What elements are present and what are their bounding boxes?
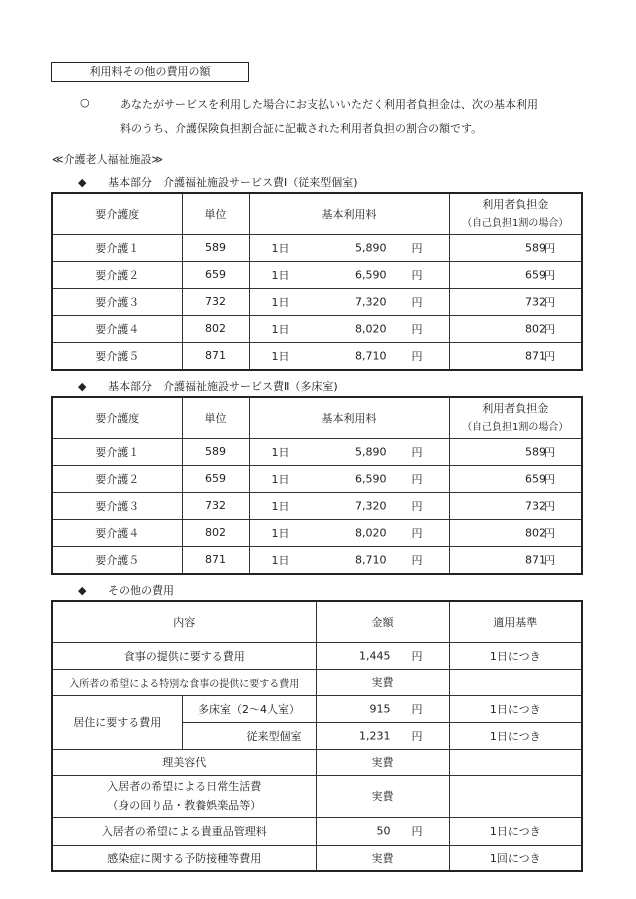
daily-content-line2: （身の回り品・教養娯楽品等） xyxy=(107,799,262,812)
table-row xyxy=(52,261,582,288)
facility-heading: ≪介護老人福祉施設≫ xyxy=(52,153,164,166)
row-user-yen: 円 xyxy=(544,322,555,336)
row-user: 802 xyxy=(525,526,546,539)
row-user: 589 xyxy=(525,241,546,254)
residence-private-amount-cell xyxy=(316,722,449,749)
beauty-content: 理美容代 xyxy=(52,749,316,775)
residence-content: 居住に要する費用 xyxy=(52,695,182,749)
table-row xyxy=(52,749,582,775)
row-fee-yen: 円 xyxy=(411,322,423,336)
row-day: 1日 xyxy=(271,472,290,486)
header-basic-fee: 基本利用料 xyxy=(249,193,449,234)
residence-private-amount: 1,231 xyxy=(359,729,391,742)
residence-private-label: 従来型個室 xyxy=(182,722,316,749)
diamond-bullet-icon: ◆ xyxy=(78,584,87,597)
row-unit: 589 xyxy=(182,234,249,261)
header-level: 要介護度 xyxy=(52,193,182,234)
row-user-cell xyxy=(449,492,582,519)
diamond-bullet-icon: ◆ xyxy=(78,380,87,393)
row-user-cell xyxy=(449,261,582,288)
row-fee-yen: 円 xyxy=(411,445,423,459)
row-level: 要介護４ xyxy=(52,315,182,342)
residence-multi-amount-cell xyxy=(316,695,449,722)
row-day: 1日 xyxy=(271,268,290,282)
row-user-cell xyxy=(449,546,582,574)
meal-yen: 円 xyxy=(411,649,423,663)
row-fee-cell xyxy=(249,492,449,519)
daily-amount: 実費 xyxy=(316,775,449,817)
row-unit: 732 xyxy=(182,492,249,519)
valuables-content: 入居者の希望による貴重品管理料 xyxy=(52,817,316,845)
row-fee: 8,020 xyxy=(355,526,387,539)
table-row xyxy=(52,642,582,669)
diamond-bullet-icon: ◆ xyxy=(78,176,87,189)
row-fee: 6,590 xyxy=(355,268,387,281)
residence-multi-yen: 円 xyxy=(411,702,423,716)
header-basis: 適用基準 xyxy=(449,601,582,642)
row-fee-cell xyxy=(249,234,449,261)
row-fee: 7,320 xyxy=(355,499,387,512)
row-fee: 8,020 xyxy=(355,322,387,335)
row-user-yen: 円 xyxy=(544,499,555,513)
table-row xyxy=(52,695,582,722)
row-user: 802 xyxy=(525,322,546,335)
row-fee-cell xyxy=(249,315,449,342)
row-fee-yen: 円 xyxy=(411,241,423,255)
header-unit: 単位 xyxy=(182,397,249,438)
meal-content: 食事の提供に要する費用 xyxy=(52,642,316,669)
beauty-amount: 実費 xyxy=(316,749,449,775)
header-user-fee xyxy=(449,193,582,234)
residence-multi-label: 多床室（2～4人室） xyxy=(182,695,316,722)
valuables-amount-cell xyxy=(316,817,449,845)
row-fee-cell xyxy=(249,288,449,315)
row-level: 要介護３ xyxy=(52,288,182,315)
table-row xyxy=(52,492,582,519)
row-day: 1日 xyxy=(271,553,290,567)
row-user-yen: 円 xyxy=(544,268,555,282)
header-content: 内容 xyxy=(52,601,316,642)
row-level: 要介護１ xyxy=(52,234,182,261)
meal-basis: 1日につき xyxy=(449,642,582,669)
table-row xyxy=(52,519,582,546)
row-user-cell xyxy=(449,438,582,465)
row-user: 732 xyxy=(525,295,546,308)
special-meal-content: 入所者の希望による特別な食事の提供に要する費用 xyxy=(52,669,316,695)
intro-text xyxy=(120,93,580,141)
row-user-cell xyxy=(449,465,582,492)
valuables-amount: 50 xyxy=(376,824,391,838)
table-header-row xyxy=(52,601,582,642)
meal-amount-cell xyxy=(316,642,449,669)
row-fee: 8,710 xyxy=(355,553,387,566)
table-row xyxy=(52,315,582,342)
row-user-cell xyxy=(449,342,582,370)
intro-line-1: あなたがサービスを利用した場合にお支払いいただく利用者負担金は、次の基本利用 xyxy=(120,98,538,111)
meal-amount: 1,445 xyxy=(359,649,391,662)
basic-fee-table-1 xyxy=(51,192,583,371)
daily-content xyxy=(52,775,316,817)
header-basic-fee: 基本利用料 xyxy=(249,397,449,438)
section-2-label: 基本部分 介護福祉施設サービス費Ⅱ（多床室) xyxy=(108,380,338,393)
row-fee: 6,590 xyxy=(355,472,387,485)
residence-multi-amount: 915 xyxy=(369,702,391,715)
special-meal-amount: 実費 xyxy=(316,669,449,695)
table-row xyxy=(52,438,582,465)
row-day: 1日 xyxy=(271,445,290,459)
row-day: 1日 xyxy=(271,499,290,513)
row-fee: 5,890 xyxy=(355,241,387,254)
row-level: 要介護５ xyxy=(52,342,182,370)
header-user-fee-line2: （自己負担1割の場合） xyxy=(462,217,569,229)
header-unit: 単位 xyxy=(182,193,249,234)
circle-bullet-icon: ○ xyxy=(80,96,90,109)
row-fee-yen: 円 xyxy=(411,349,423,363)
row-level: 要介護２ xyxy=(52,465,182,492)
table-row xyxy=(52,775,582,817)
row-day: 1日 xyxy=(271,241,290,255)
row-fee-cell xyxy=(249,438,449,465)
row-unit: 732 xyxy=(182,288,249,315)
section-3-heading xyxy=(78,582,174,598)
row-level: 要介護１ xyxy=(52,438,182,465)
row-day: 1日 xyxy=(271,349,290,363)
table-header-row xyxy=(52,397,582,438)
vaccine-content: 感染症に関する予防接種等費用 xyxy=(52,845,316,871)
header-amount: 金額 xyxy=(316,601,449,642)
row-user-yen: 円 xyxy=(544,241,555,255)
table-row xyxy=(52,669,582,695)
row-fee-cell xyxy=(249,342,449,370)
row-unit: 659 xyxy=(182,465,249,492)
section-3-label: その他の費用 xyxy=(108,584,174,597)
row-user: 659 xyxy=(525,268,546,281)
row-user-yen: 円 xyxy=(544,349,555,363)
row-unit: 871 xyxy=(182,546,249,574)
row-level: 要介護２ xyxy=(52,261,182,288)
row-fee-cell xyxy=(249,546,449,574)
row-day: 1日 xyxy=(271,322,290,336)
row-user: 871 xyxy=(525,553,546,566)
row-level: 要介護５ xyxy=(52,546,182,574)
row-fee: 7,320 xyxy=(355,295,387,308)
table-row xyxy=(52,342,582,370)
residence-multi-basis: 1日につき xyxy=(449,695,582,722)
valuables-yen: 円 xyxy=(411,825,423,838)
row-user-yen: 円 xyxy=(544,472,555,486)
daily-content-line1: 入居者の希望による日常生活費 xyxy=(107,780,262,793)
row-day: 1日 xyxy=(271,526,290,540)
row-level: 要介護４ xyxy=(52,519,182,546)
row-fee-cell xyxy=(249,261,449,288)
other-costs-table xyxy=(51,600,583,872)
residence-private-basis: 1日につき xyxy=(449,722,582,749)
row-user-cell xyxy=(449,519,582,546)
row-user-yen: 円 xyxy=(544,553,555,567)
section-title: 利用料その他の費用の額 xyxy=(51,62,249,82)
row-user-cell xyxy=(449,234,582,261)
row-day: 1日 xyxy=(271,295,290,309)
table-row xyxy=(52,288,582,315)
row-user-yen: 円 xyxy=(544,445,555,459)
row-fee-yen: 円 xyxy=(411,268,423,282)
section-1-heading xyxy=(78,174,358,190)
row-unit: 802 xyxy=(182,519,249,546)
intro-line-2: 料のうち、介護保険負担割合証に記載された利用者負担の割合の額です。 xyxy=(120,122,483,135)
row-user-yen: 円 xyxy=(544,295,555,309)
table-row xyxy=(52,546,582,574)
row-fee-yen: 円 xyxy=(411,295,423,309)
row-fee: 5,890 xyxy=(355,445,387,458)
row-user: 589 xyxy=(525,445,546,458)
row-fee-cell xyxy=(249,465,449,492)
header-user-fee xyxy=(449,397,582,438)
row-user: 871 xyxy=(525,349,546,362)
special-meal-basis xyxy=(449,669,582,695)
row-fee-cell xyxy=(249,519,449,546)
row-fee: 8,710 xyxy=(355,349,387,362)
row-unit: 802 xyxy=(182,315,249,342)
table-row xyxy=(52,845,582,871)
row-fee-yen: 円 xyxy=(411,472,423,486)
table-header-row xyxy=(52,193,582,234)
header-user-fee-line1: 利用者負担金 xyxy=(482,401,549,415)
row-unit: 871 xyxy=(182,342,249,370)
beauty-basis xyxy=(449,749,582,775)
row-user: 732 xyxy=(525,499,546,512)
row-fee-yen: 円 xyxy=(411,526,423,540)
row-level: 要介護３ xyxy=(52,492,182,519)
residence-private-yen: 円 xyxy=(411,729,423,743)
row-user-yen: 円 xyxy=(544,526,555,540)
header-user-fee-line1: 利用者負担金 xyxy=(482,197,549,211)
table-row xyxy=(52,817,582,845)
table-row xyxy=(52,465,582,492)
header-level: 要介護度 xyxy=(52,397,182,438)
basic-fee-table-2 xyxy=(51,396,583,575)
section-2-heading xyxy=(78,378,338,394)
daily-basis xyxy=(449,775,582,817)
row-user-cell xyxy=(449,315,582,342)
row-user-cell xyxy=(449,288,582,315)
header-user-fee-line2: （自己負担1割の場合） xyxy=(462,421,569,433)
vaccine-basis: 1回につき xyxy=(449,845,582,871)
section-1-label: 基本部分 介護福祉施設サービス費Ⅰ（従来型個室) xyxy=(108,176,358,189)
table-row xyxy=(52,234,582,261)
row-fee-yen: 円 xyxy=(411,499,423,513)
valuables-basis: 1日につき xyxy=(449,817,582,845)
row-unit: 659 xyxy=(182,261,249,288)
row-user: 659 xyxy=(525,472,546,485)
row-fee-yen: 円 xyxy=(411,553,423,567)
row-unit: 589 xyxy=(182,438,249,465)
vaccine-amount: 実費 xyxy=(316,845,449,871)
